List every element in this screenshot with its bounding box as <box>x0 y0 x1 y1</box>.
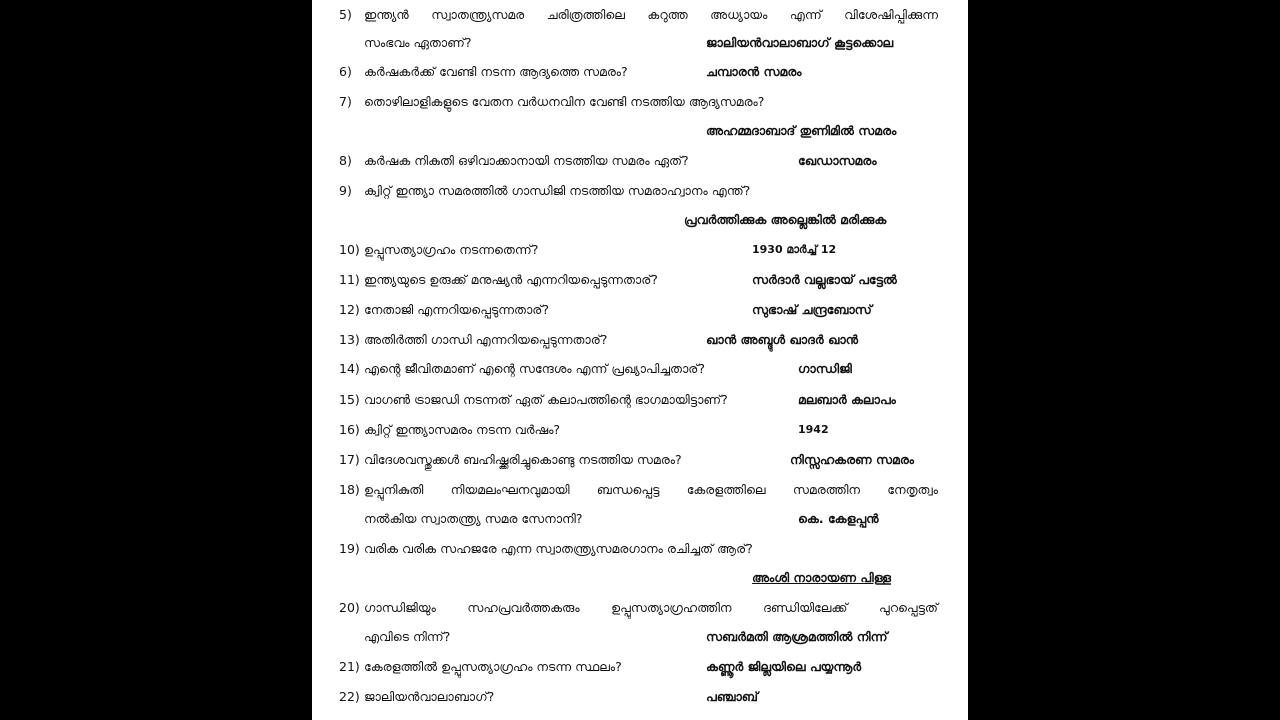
answer-text: ഖേഡാസമരം <box>798 153 877 168</box>
document-page <box>312 0 968 720</box>
answer-text: ഖാൻ അബ്ദുൾ ഖാദർ ഖാൻ <box>706 332 859 347</box>
question-line <box>312 235 968 265</box>
answer-text: 1942 <box>798 423 829 436</box>
question-number: 18) <box>339 482 360 497</box>
question-line <box>312 87 968 117</box>
question-number: 15) <box>339 392 360 407</box>
question-line <box>312 0 968 30</box>
question-number: 17) <box>339 452 360 467</box>
answer-text: അഹമ്മദാബാദ് തുണിമിൽ സമരം <box>706 123 897 138</box>
question-text: കേരളത്തിൽ ഉപ്പുസത്യാഗ്രഹം നടന്ന സ്ഥലം? <box>364 659 622 674</box>
question-number: 9) <box>339 183 352 198</box>
question-line <box>312 295 968 325</box>
question-line <box>312 354 968 384</box>
question-number: 12) <box>339 302 360 317</box>
question-line <box>312 57 968 87</box>
question-line <box>312 28 968 58</box>
question-text: സംഭവം ഏതാണ്? <box>364 35 472 50</box>
question-text: ക്വിറ്റ് ഇന്ത്യാസമരം നടന്ന വർഷം? <box>364 422 561 437</box>
question-text: എന്റെ ജീവിതമാണ് എന്റെ സന്ദേശം എന്ന് പ്രഖ്യാപിച്ചതാര്? <box>364 361 705 376</box>
question-line <box>312 415 968 445</box>
question-number: 22) <box>339 689 360 704</box>
question-line <box>312 593 968 623</box>
answer-text: സബർമതി ആശ്രമത്തിൽ നിന്ന് <box>706 629 888 644</box>
question-text: നേതാജി എന്നറിയപ്പെടുന്നതാര്? <box>364 302 549 317</box>
question-text: ഗാന്ധിജിയും സഹപ്രവർത്തകരും ഉപ്പുസത്യാഗ്രഹത്തിന ദണ്ഡിയിലേക്ക് പുറപ്പെട്ടത് <box>364 600 938 615</box>
question-number: 6) <box>339 64 352 79</box>
answer-text: സുഭാഷ് ചന്ദ്രബോസ് <box>752 302 872 317</box>
question-line <box>312 325 968 355</box>
question-number: 20) <box>339 600 360 615</box>
question-text: ഇന്ത്യയുടെ ഉരുക്ക് മനുഷ്യൻ എന്നറിയപ്പെടുന്നതാര്? <box>364 272 658 287</box>
question-number: 10) <box>339 242 360 257</box>
question-text: ജാലിയൻവാലാബാഗ്? <box>364 689 495 704</box>
question-text: വാഗൺ ട്രാജഡി നടന്നത് ഏത് കലാപത്തിന്റെ ഭാഗമായിട്ടാണ്? <box>364 392 728 407</box>
question-number: 5) <box>339 7 352 22</box>
question-text: നൽകിയ സ്വാതന്ത്ര്യ സമര സേനാനി? <box>364 511 583 526</box>
question-number: 19) <box>339 541 360 556</box>
question-text: എവിടെ നിന്ന്? <box>364 629 451 644</box>
answer-text: നിസ്സഹകരണ സമരം <box>790 452 915 467</box>
answer-text: പ്രവർത്തിക്കുക അല്ലെങ്കിൽ മരിക്കുക <box>684 212 887 227</box>
answer-text: 1930 മാർച്ച് 12 <box>752 243 837 256</box>
question-text: ഉപ്പുസത്യാഗ്രഹം നടന്നതെന്ന്? <box>364 242 539 257</box>
question-text: ഇന്ത്യൻ സ്വാതന്ത്ര്യസമര ചരിത്രത്തിലെ കറുത്ത അധ്യായം എന്ന് വിശേഷിപ്പിക്കുന്ന <box>364 7 938 22</box>
question-line <box>312 176 968 206</box>
question-line <box>312 534 968 564</box>
question-number: 21) <box>339 659 360 674</box>
answer-text: മലബാർ കലാപം <box>798 392 896 407</box>
question-line <box>312 652 968 682</box>
question-line <box>312 504 968 534</box>
answer-text: ചമ്പാരൻ സമരം <box>706 64 802 79</box>
question-line <box>312 445 968 475</box>
answer-line <box>312 563 968 593</box>
answer-text: സർദാർ വല്ലഭായ് പട്ടേൽ <box>752 272 897 287</box>
question-line <box>312 682 968 712</box>
question-number: 14) <box>339 361 360 376</box>
question-text: കർഷക നികുതി ഒഴിവാക്കാനായി നടത്തിയ സമരം ഏത്? <box>364 153 689 168</box>
answer-text: ജാലിയൻവാലാബാഗ് കൂട്ടക്കൊല <box>706 35 894 50</box>
question-number: 13) <box>339 332 360 347</box>
answer-text: കെ. കേളപ്പൻ <box>798 511 879 526</box>
answer-text: ഗാന്ധിജി <box>798 361 852 376</box>
question-number: 11) <box>339 272 360 287</box>
answer-line <box>312 116 968 146</box>
question-text: കർഷകർക്ക് വേണ്ടി നടന്ന ആദ്യത്തെ സമരം? <box>364 64 628 79</box>
answer-text: പഞ്ചാബ് <box>706 689 758 704</box>
question-text: ക്വിറ്റ് ഇന്ത്യാ സമരത്തിൽ ഗാന്ധിജി നടത്തിയ സമരാഹ്വാനം എന്ത്? <box>364 183 751 198</box>
question-line <box>312 385 968 415</box>
answer-text: അംശി നാരായണ പിള്ള <box>752 570 891 585</box>
question-text: വിദേശവസ്തുക്കൾ ബഹിഷ്ക്കരിച്ചുകൊണ്ടു നടത്തിയ സമരം? <box>364 452 682 467</box>
question-line <box>312 475 968 505</box>
question-number: 7) <box>339 94 352 109</box>
answer-text: കണ്ണൂർ ജില്ലയിലെ പയ്യന്നൂർ <box>706 659 862 674</box>
question-line <box>312 265 968 295</box>
answer-line <box>312 205 968 235</box>
question-text: തൊഴിലാളികളുടെ വേതന വർധനവിന വേണ്ടി നടത്തിയ ആദ്യസമരം? <box>364 94 765 109</box>
question-text: വരിക വരിക സഹജരേ എന്ന സ്വാതന്ത്ര്യസമരഗാനം രചിച്ചത് ആര്? <box>364 541 753 556</box>
question-text: അതിർത്തി ഗാന്ധി എന്നറിയപ്പെടുന്നതാര്? <box>364 332 608 347</box>
question-number: 16) <box>339 422 360 437</box>
question-line <box>312 146 968 176</box>
question-text: ഉപ്പുനികുതി നിയമലംഘനവുമായി ബന്ധപ്പെട്ട കേരളത്തിലെ സമരത്തിന നേതൃത്വം <box>364 482 938 497</box>
question-number: 8) <box>339 153 352 168</box>
question-line <box>312 622 968 652</box>
